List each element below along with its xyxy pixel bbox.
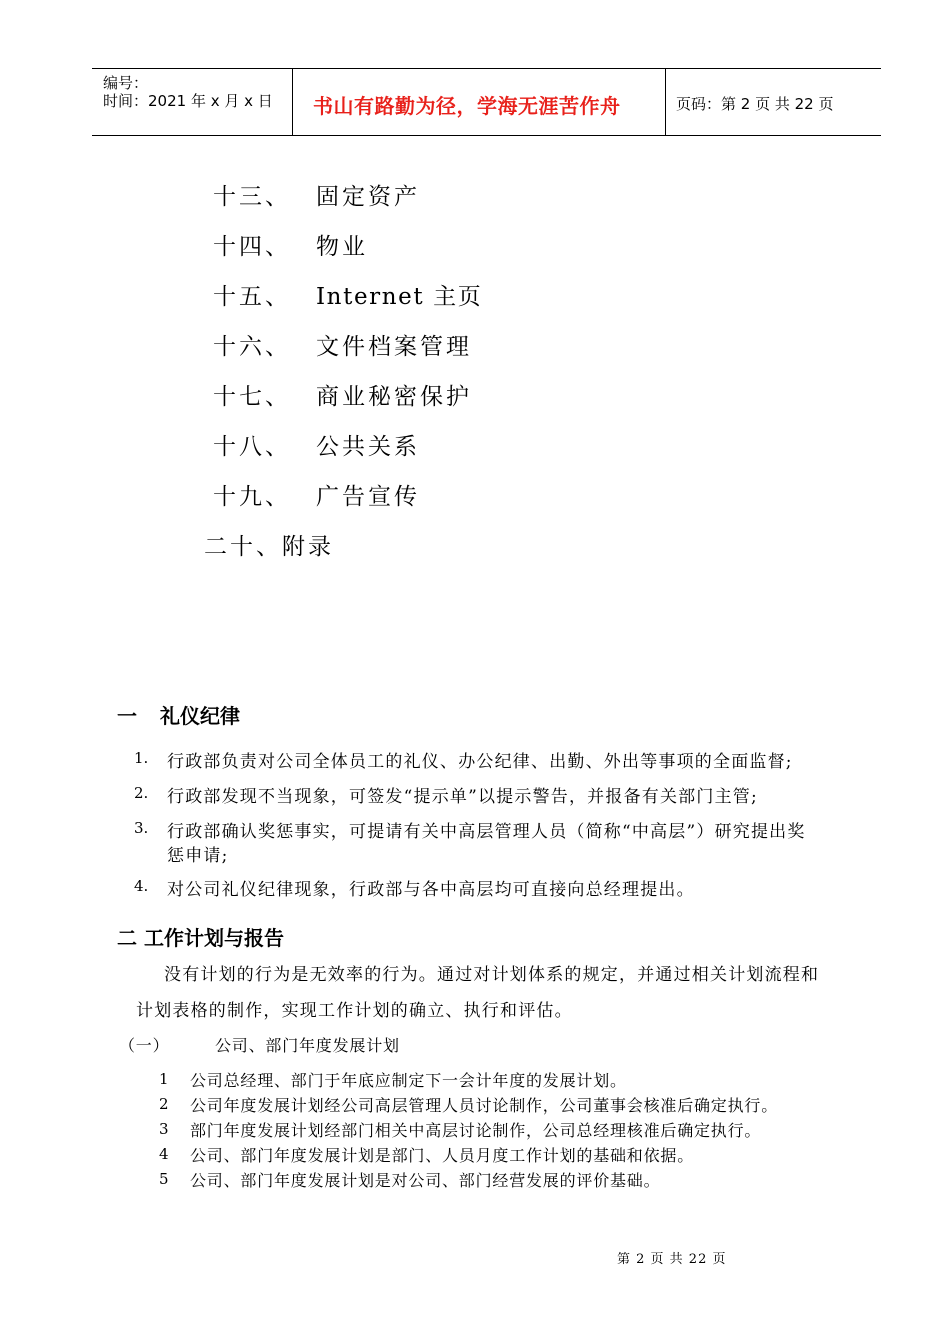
subsection-title: 公司、部门年度发展计划 (215, 1036, 400, 1055)
paragraph-line: 没有计划的行为是无效率的行为。通过对计划体系的规定，并通过相关计划流程和 (164, 965, 820, 985)
header-divider-right (665, 68, 666, 136)
section-number: 一 (117, 704, 137, 728)
section-title: 二 工作计划与报告 (117, 926, 284, 950)
list-item-number: 5 (159, 1170, 169, 1188)
list-item-text: 公司总经理、部门于年底应制定下一会计年度的发展计划。 (190, 1071, 627, 1090)
toc-item-title: 文件档案管理 (316, 334, 472, 360)
header-motto: 书山有路勤为径，学海无涯苦作舟 (313, 94, 621, 118)
list-item-number: 1 (159, 1070, 169, 1088)
list-item-number: 4 (159, 1145, 169, 1163)
toc-item-num: 十七、 (213, 384, 291, 410)
page-footer: 第 2 页 共 22 页 (617, 1252, 727, 1267)
list-item-text: 公司、部门年度发展计划是对公司、部门经营发展的评价基础。 (190, 1171, 661, 1190)
toc-item-num: 十八、 (213, 434, 291, 460)
list-item-text: 公司、部门年度发展计划是部门、人员月度工作计划的基础和依据。 (190, 1146, 695, 1165)
section-title: 礼仪纪律 (160, 704, 240, 728)
toc-item-title: 固定资产 (316, 184, 420, 210)
toc-item-appendix: 二十、附录 (204, 534, 334, 560)
list-item-number: 3 (159, 1120, 169, 1138)
list-item-number: 4. (134, 877, 149, 895)
toc-item-num: 十九、 (213, 484, 291, 510)
header-time: 时间：2021 年 x 月 x 日 (103, 92, 273, 110)
list-item-number: 3. (134, 819, 149, 837)
list-item-text: 行政部负责对公司全体员工的礼仪、办公纪律、出勤、外出等事项的全面监督; (167, 752, 793, 772)
toc-item-title: 公共关系 (316, 434, 420, 460)
list-item-number: 1. (134, 749, 149, 767)
toc-item-title: Internet 主页 (316, 284, 483, 310)
toc-item-num: 十六、 (213, 334, 291, 360)
paragraph-line: 计划表格的制作，实现工作计划的确立、执行和评估。 (136, 1001, 573, 1021)
list-item-text: 部门年度发展计划经部门相关中高层讨论制作，公司总经理核准后确定执行。 (190, 1121, 762, 1140)
list-item-text-continued: 惩申请; (167, 846, 229, 866)
list-item-number: 2. (134, 784, 149, 802)
toc-item-num: 十三、 (213, 184, 291, 210)
toc-item-num: 十五、 (213, 284, 291, 310)
list-item-number: 2 (159, 1095, 169, 1113)
toc-item-title: 商业秘密保护 (316, 384, 472, 410)
toc-item-title: 广告宣传 (316, 484, 420, 510)
list-item-text: 公司年度发展计划经公司高层管理人员讨论制作，公司董事会核准后确定执行。 (190, 1096, 779, 1115)
list-item-text: 对公司礼仪纪律现象，行政部与各中高层均可直接向总经理提出。 (167, 880, 695, 900)
toc-item-title: 物业 (316, 234, 368, 260)
header-bottom-rule (92, 135, 881, 136)
header-divider-left (292, 68, 293, 136)
header-serial: 编号： (103, 74, 149, 92)
subsection-number: （一） (119, 1036, 170, 1055)
toc-item-num: 十四、 (213, 234, 291, 260)
header-page-number: 页码：第 2 页 共 22 页 (676, 95, 834, 113)
header-top-rule (92, 68, 881, 69)
list-item-text: 行政部发现不当现象，可签发“提示单”以提示警告，并报备有关部门主管; (167, 787, 758, 807)
list-item-text: 行政部确认奖惩事实，可提请有关中高层管理人员（简称“中高层”）研究提出奖 (167, 822, 806, 842)
